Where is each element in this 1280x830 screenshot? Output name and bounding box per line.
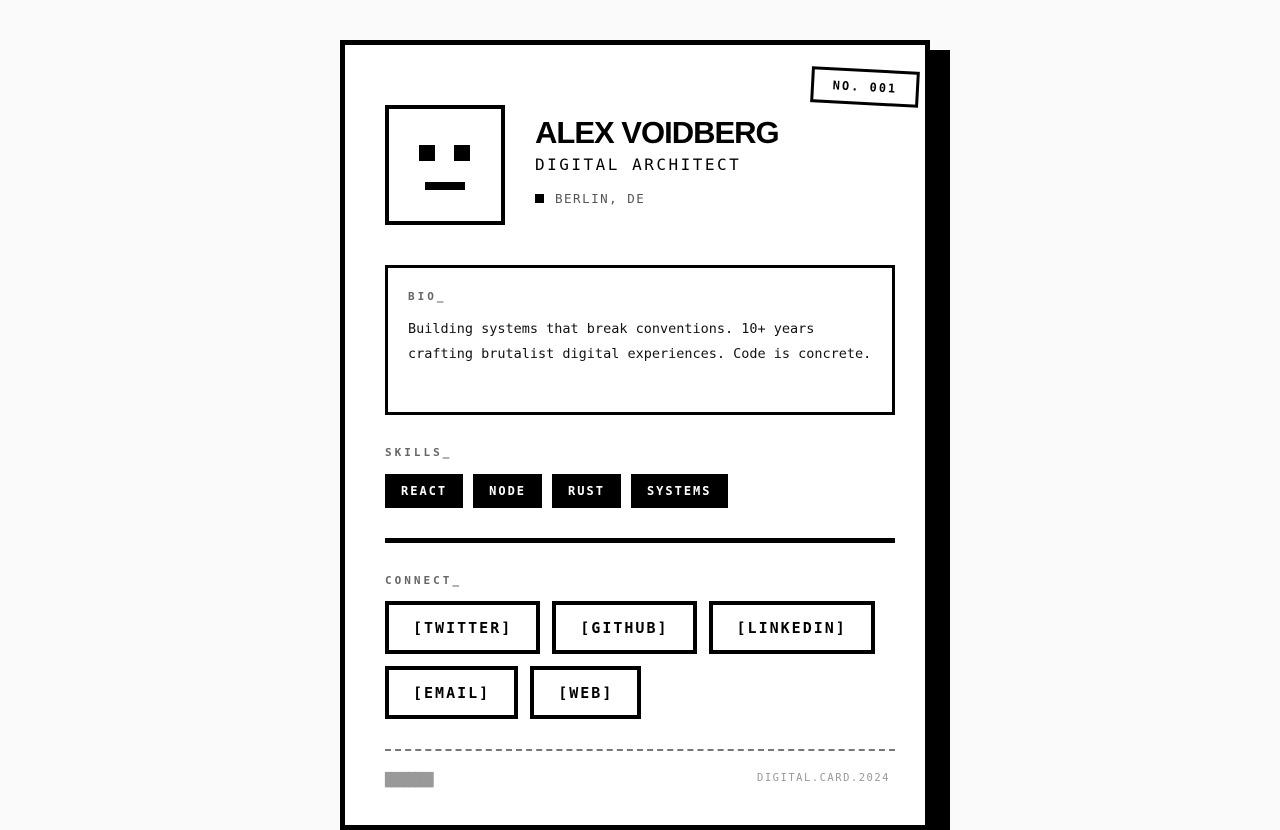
square-icon: [535, 194, 544, 203]
web-link[interactable]: [WEB]: [530, 666, 641, 719]
email-link[interactable]: [EMAIL]: [385, 666, 518, 719]
skills-list: [385, 474, 728, 508]
avatar-left-eye: [419, 145, 435, 161]
footer-divider: [385, 749, 895, 751]
profile-card: [340, 40, 930, 830]
skill-tag: REACT: [385, 474, 463, 508]
profile-name: ALEX VOIDBERG: [535, 115, 779, 150]
location-text: BERLIN, DE: [555, 191, 646, 206]
twitter-link[interactable]: [TWITTER]: [385, 601, 540, 654]
bio-label: BIO_: [408, 290, 447, 303]
profile-location: [535, 191, 645, 206]
connect-links: [385, 601, 895, 719]
skills-label: SKILLS_: [385, 446, 453, 459]
section-divider: [385, 538, 895, 543]
avatar: [385, 105, 505, 225]
github-link[interactable]: [GITHUB]: [552, 601, 696, 654]
skill-tag: RUST: [552, 474, 621, 508]
skill-tag: NODE: [473, 474, 542, 508]
card-number-stamp: NO. 001: [810, 66, 920, 108]
bio-box: [385, 265, 895, 415]
barcode: ████████: [385, 773, 432, 788]
connect-label: CONNECT_: [385, 574, 462, 587]
bio-text: Building systems that break conventions. 10+ years crafting brutalist digital experiences. Code is concrete.: [408, 321, 872, 362]
profile-title: DIGITAL ARCHITECT: [535, 155, 742, 174]
avatar-right-eye: [454, 145, 470, 161]
footer-stamp: DIGITAL.CARD.2024: [757, 772, 890, 784]
skill-tag: SYSTEMS: [631, 474, 728, 508]
linkedin-link[interactable]: [LINKEDIN]: [709, 601, 875, 654]
avatar-mouth: [425, 182, 465, 190]
